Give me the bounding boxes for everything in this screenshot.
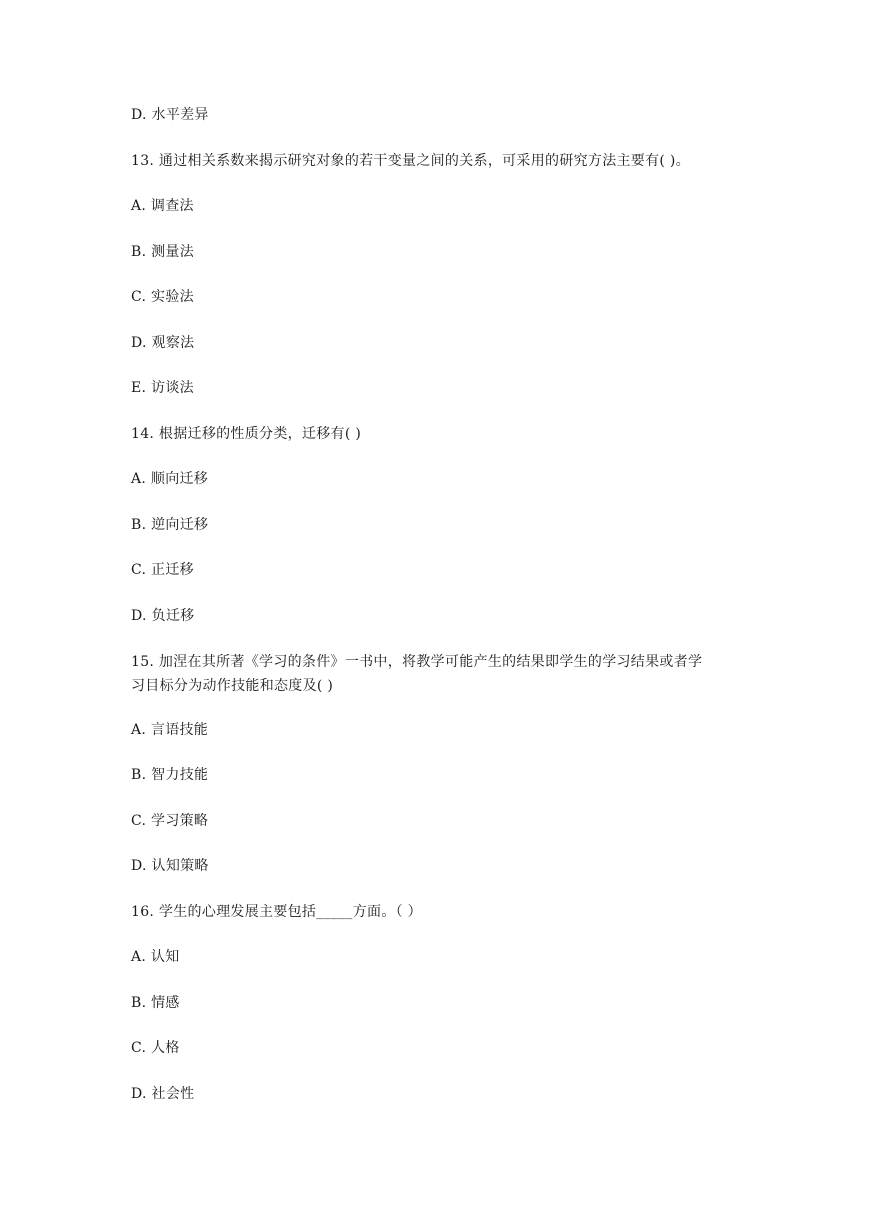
q14-option-b: B. 逆向迁移 <box>131 517 209 533</box>
q16-option-c: C. 人格 <box>131 1040 180 1056</box>
q15-option-b: B. 智力技能 <box>131 767 209 783</box>
q16-question: 16. 学生的心理发展主要包括_____方面。（ ） <box>131 904 422 920</box>
q15-option-c: C. 学习策略 <box>131 813 209 829</box>
q13-option-e: E. 访谈法 <box>131 380 194 396</box>
q15-question-line1: 15. 加涅在其所著《学习的条件》一书中，将教学可能产生的结果即学生的学习结果或者学 <box>131 654 703 670</box>
q13-option-b: B. 测量法 <box>131 244 194 260</box>
q13-option-d: D. 观察法 <box>131 335 195 351</box>
q15-question-line2: 习目标分为动作技能和态度及( ) <box>131 678 334 694</box>
q13-option-a: A. 调查法 <box>131 198 194 214</box>
q14-option-a: A. 顺向迁移 <box>131 471 209 487</box>
q15-option-d: D. 认知策略 <box>131 858 209 874</box>
q16-option-b: B. 情感 <box>131 995 180 1011</box>
q14-question: 14. 根据迁移的性质分类，迁移有( ) <box>131 426 362 442</box>
q12-option-d: D. 水平差异 <box>131 107 209 123</box>
q13-question: 13. 通过相关系数来揭示研究对象的若干变量之间的关系，可采用的研究方法主要有( )。 <box>131 153 690 169</box>
q15-option-a: A. 言语技能 <box>131 722 209 738</box>
q14-option-d: D. 负迁移 <box>131 608 195 624</box>
q13-option-c: C. 实验法 <box>131 289 194 305</box>
q16-option-d: D. 社会性 <box>131 1086 195 1102</box>
q14-option-c: C. 正迁移 <box>131 562 194 578</box>
q16-option-a: A. 认知 <box>131 949 180 965</box>
